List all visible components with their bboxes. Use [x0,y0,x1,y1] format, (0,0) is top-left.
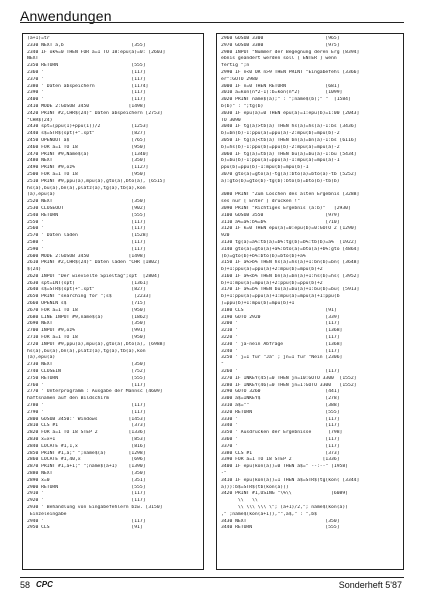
code-line: 2510 PRINT #9,ppu(a),mpu(a),gto(a),bto(a), [6515] [27,178,166,184]
code-line: 2430 spt=(ppu(1)+ppu(1))/2 [1253] [27,124,149,130]
code-line: 2760 ' [117] [27,382,146,388]
code-line: 2350 RETURN [555] [27,63,146,69]
code-line: 920 [221,233,230,239]
code-line: 2830 x=x+1 [853] [27,437,146,443]
code-line: (a+1)=tr [27,36,50,41]
issue-label: Sonderheft 5'87 [338,580,402,590]
code-line: 2640 s$=STR$(spt)+".spt" [827] [27,287,146,293]
code-line: 3120 IF k=0 THEN epu(a)=0:epu(b)=0:GOTO 2 [1290] [221,226,357,232]
code-line: 3050 IF tg(a)<tb(a) THEN bn(a)=bn(a)-1:bs [6116] [221,137,357,143]
code-line: 2440 s$=STR$(spt)+".spt" [827] [27,131,146,137]
code-line: 3040 IF tg(a)>tb(a) THEN hs(a)=hs(a)-1:bs [3436] [221,124,357,130]
listing-column-left [22,33,204,570]
code-line: 2790 ' [117] [27,409,146,415]
code-line: 2810 CLS #1 [373] [27,423,146,429]
code-line: $(24) [27,267,42,273]
code-line: 2850 PRINT #1,a;" ";name$(a) [1298] [27,450,146,456]
code-line: b)+1:mpu(a)=mpu(a)+2:ppu(b)=ppu(b)+2 [221,280,323,286]
code-line: 2490 PRINT #9,oz% [1127] [27,165,149,171]
code-line: Einzeleingabe [27,511,67,517]
code-line: 3010 a=kon(n*2-1):b=kon(n*2) [1099] [221,90,343,96]
code-line: hs(a),bu(a),bn(a),platz(a),tg(a),tb(a),kon [27,348,146,354]
code-line: \\ \\ [221,498,258,504]
code-line: b)+1:ppu(a)=ppu(a)+2:mpu(b)=mpu(b)+2 [221,267,323,273]
code-line: 2560 ' [117] [27,226,146,232]
code-line: 2910 ' [117] [27,491,146,497]
code-line: 3410 IF epu(kon(a))=1 THEN a$=STR$(tg(kon( [3344] [221,477,360,483]
code-line: 3370 ' [117] [221,443,340,449]
code-line: 3190 GOTO 2920 [339] [221,314,340,320]
code-line: TO 3090 [221,117,241,123]
code-line: 2990 IF n<0 OR n>9 THEN PRINT "Eingabefehl [3366] [221,69,360,75]
code-line: 3020 PRINT name$(a);" : ";name$(b);" " [1584] [221,97,351,103]
code-line: 3260 ' [117] [221,369,340,375]
code-line: 2370 ' [117] [27,76,146,82]
code-line: 3200 ' [117] [221,321,340,327]
code-line: (a),epu(a) [27,192,56,198]
code-line: 2890 x=0 [351] [27,477,146,483]
code-line: 3130 tg(a)=a%:tb(a)=b%:tg(b)=b%:tb(b)=a% [1922] [221,239,357,245]
code-line: 3330 ' [117] [221,416,340,422]
code-line: 3210 ' [1368] [221,328,343,334]
code-line: 3420 PRINT #1,USING "\%\\ [6089] [221,491,348,497]
code-line: 2730 NEXT [350] [27,362,146,368]
code-line: 2840 LOCATE #1,1,x [816] [27,443,146,449]
code-line: 2330 NEXT a,b [355] [27,42,146,48]
code-line: 3240 ' [117] [221,348,340,354]
code-line: 3310 a$="" [388] [221,403,340,409]
code-line: 3080 PRINT "Zum Löschen des alten Ergebnis [3288] [221,192,360,198]
code-line: 3070 gto(a)=gto(a)-tg(a):bto(a)=bto(a)-tb [5252] [221,171,357,177]
basic-listing-right [221,36,399,532]
code-line: 2820 FOR a=1 TO 18 STEP 2 [1336] [27,430,146,436]
code-line: 3060 IF tg(a)=tb(a) THEN bu(a)=bu(a)-1:bu [5434] [221,151,357,157]
code-line: NEXT [27,56,39,62]
code-line: "CHR$(24) [27,117,53,123]
code-line: 2800 GOSUB 3450:' Windows [1453] [27,416,146,422]
code-line: 2940 ' [117] [27,518,146,524]
code-line: ebnis geändert werden soll [ ENTER ] wenn [221,56,337,62]
code-line: 3440 RETURN [555] [221,525,340,531]
code-line: 2550 ' [117] [27,219,146,225]
code-line: 3340 ' [117] [221,423,340,429]
code-line: 2900 RETURN [555] [27,484,146,490]
code-line: 2360 ' [117] [27,69,146,75]
listing-column-right [216,33,404,570]
code-line: 2860 LOCATE #1,40,x [696] [27,457,146,463]
code-line: 2340 IF ok%=0 THEN FOR a=1 TO 18:epu(a)=0: [2603] [27,49,166,55]
header-divider [20,22,404,23]
code-line: 2380 ' Daten abspeichern [1174] [27,83,149,89]
code-line: 2950 CLS [91] [27,525,143,531]
code-line: 3390 FOR a=1 TO 18 STEP 2 [1336] [221,457,340,463]
code-line: er":GOTO 2980 [221,76,258,82]
code-line: 2780 ' [117] [27,403,146,409]
code-line: 3150 IF a%>b% THEN hs(a)=hs(a)+1:bn(b)=bn( [3648] [221,260,360,266]
code-line: 2450 OPENOUT a$ [765] [27,137,146,143]
code-line: 2460 FOR a=1 TO 18 [950] [27,144,146,150]
code-line: -" [221,471,227,476]
code-line: a))):b$=STR$(tb(kon(a))) [221,484,289,490]
code-line: (a),epu(a) [27,355,56,361]
code-line: 3030 IF epu(a)=0 THEN epu(a)=1:epu(b)=1:00 [2043] [221,110,360,116]
code-line: hs(a),bu(a),bn(a),platz(a),tg(a),tb(a),kon [27,185,146,191]
code-line: b)=hs(b)-1:ppu(b)=ppu(b)-2:mpu(a)=mpu(a)-2 [221,144,340,150]
code-line: 2700 INPUT #9,oz% [991] [27,328,146,334]
code-line: 3360 ' [117] [221,437,340,443]
code-line: 2670 FOR a=1 TO 18 [950] [27,307,146,313]
code-line: 3350 ' Ausdrucken der Ergebnisse [798] [221,430,343,436]
code-line: \\ \\\ \\\ \"; (a+1)/2,"; name$(kon(a)) [221,504,348,510]
code-line: 2970 GOSUB 3380 [975] [221,42,340,48]
code-line: 3180 CLS [91] [221,307,337,313]
code-line: 2400 ' [117] [27,97,146,103]
code-line: 3090 PRINT "Richtiges Ergebnis (a:b)" [2930] [221,205,351,211]
code-line: 2410 MODE 2:GOSUB 3450 [1498] [27,103,146,109]
code-line: 2750 RETURN [555] [27,375,146,381]
code-line: 2600 MODE 2:GOSUB 3450 [1498] [27,253,146,259]
code-line: 3270 IF INKEY(45)=0 THEN jn=10:GOTO 3300 [1552] [221,375,357,381]
code-line: 3430 NEXT [350] [221,518,340,524]
code-line: 3000 IF n=0 THEN RETURN [681] [221,83,340,89]
code-line: 3160 IF a%<b% THEN bn(a)=bn(a)+1:hs(b)=hs( [3952] [221,273,360,279]
code-line: 2930 ' Behandlung von Eingabefehlern bzw. [3150] [27,504,163,510]
basic-listing-left [27,36,199,532]
code-line: b)+1:ppu(a)=ppu(a)+1:mpu(a)=mpu(a)+1:ppu(b [221,294,340,300]
code-line: 2470 PRINT #9,Name$(a) [1340] [27,151,149,157]
code-line: b)=bn(b)-1:ppu(a)=ppu(a)-2:mpu(b)=mpu(b)-2 [221,131,340,137]
code-line: (b)=gto(b)+b%:bto(b)=bto(b)+a% [221,253,306,259]
code-line: 2870 PRINT #1,a+1;" ";name$(a+1) [1390] [27,464,146,470]
code-line: 3170 IF a%=b% THEN bu(a)=bu(a)+1:bu(b)=bu( [5913] [221,287,360,293]
code-line: )=ppu(b)+1:mpu(b)=mpu(b)+1 [221,301,295,307]
footer-divider [20,577,404,578]
code-line: ses nur [ Enter ] drücken !" [221,199,301,205]
code-line: ppu(b)=ppu(b)-1:mpu(b)=mpu(b)-1 [221,165,309,171]
code-line: a):gto(b)=gto(b)-tg(b):bto(b)=bto(b)-tb(b) [221,178,340,184]
code-line: 2390 ' [117] [27,90,146,96]
code-line: 2630 spt=INT(spt) [1361] [27,280,149,286]
code-line: 2980 INPUT "Nummer der Begegnung deren Erg [8394] [221,49,360,55]
code-line: 2590 ' [117] [27,246,146,252]
code-line: 2610 PRINT #2,CHR$(24)" Daten laden "CHR [1802] [27,260,160,266]
code-line: 2520 NEXT [350] [27,199,146,205]
code-line: fertig ";n [221,63,250,69]
code-line: haftsnamen auf den Bildschirm [27,396,109,402]
code-line: 2650 PRINT "searching for ";s$ [2233] [27,294,152,300]
code-line: b(b)" : ";tg(b) [221,103,264,109]
code-line: 2960 GOSUB 3300 [965] [221,36,340,41]
code-line: ," ;name$(kon(a+1)),"",a$," : ",b$ [221,511,317,517]
code-line: 2920 ' [117] [27,498,146,504]
code-line: 2500 FOR a=1 TO 18 [950] [27,171,146,177]
code-line: 3380 CLS #1 [373] [221,450,340,456]
code-line: 3320 RETURN [555] [221,409,340,415]
code-line: 2770 ' Unterprogramm : Ausgabe der Mannsc [4609] [27,389,163,395]
code-line: 2740 CLOSEIN [752] [27,369,146,375]
code-line: 3100 GOSUB 3550 [979] [221,212,340,218]
code-line: 2530 CLOSEOUT [902] [27,205,146,211]
code-line: 2480 NEXT [350] [27,158,146,164]
code-line: 3290 GOTO 3260 [441] [221,389,340,395]
magazine-logo: CPC [36,580,53,589]
code-line: 2620 INPUT "Der wievielte Spieltag";spt [2804] [27,273,160,279]
code-line: b)=bu(b)-1:ppu(a)=ppu(a)-1:mpu(a)=mpu(a)-1 [221,158,340,164]
code-line: 3140 gto(a)=gto(a)+a%:bto(a)=bto(a)+b%:gto [4864] [221,246,360,252]
code-line: 2420 PRINT #2,CHR$(24)" Daten abspeichern [2753] [27,110,163,116]
code-line: 3230 ' ja-nein Abfrage [1368] [221,341,343,347]
code-line: 2580 ' [117] [27,239,146,245]
code-line: 2680 LINE INPUT #9,name$(a) [1862] [27,314,149,320]
code-line: 2660 OPENIN s$ [715] [27,301,146,307]
code-line: " [221,362,224,368]
code-line: 3110 a%=a%:b%=b% [710] [221,219,340,225]
code-line: 2720 INPUT #9,ppu(a),mpu(a),gto(a),bto(a), [6988] [27,341,166,347]
code-line: 3300 a$=INKEY$ [278] [221,396,340,402]
page-number: 58 [20,580,31,590]
code-line: 3400 IF epu(kon(a))=0 THEN a$=" --:--" [1958] [221,464,348,470]
code-line: 2690 NEXT [350] [27,321,146,327]
code-line: 2880 NEXT [350] [27,471,146,476]
code-line: 2540 RETURN [555] [27,212,146,218]
code-line [221,186,399,193]
code-line: 3250 ' j=1 für "Ja" ; jn=1 für "Nein [2306] [221,355,343,361]
code-line: 2710 FOR a=1 TO 18 [950] [27,335,146,341]
code-line: 3220 ' [117] [221,335,340,341]
code-line: 3280 IF INKEY(46)=0 THEN jn=1:GOTO 3300 [1552] [221,382,357,388]
page-section-title: Anwendungen [20,8,112,24]
code-line: 2570 ' Daten laden [1528] [27,233,149,239]
